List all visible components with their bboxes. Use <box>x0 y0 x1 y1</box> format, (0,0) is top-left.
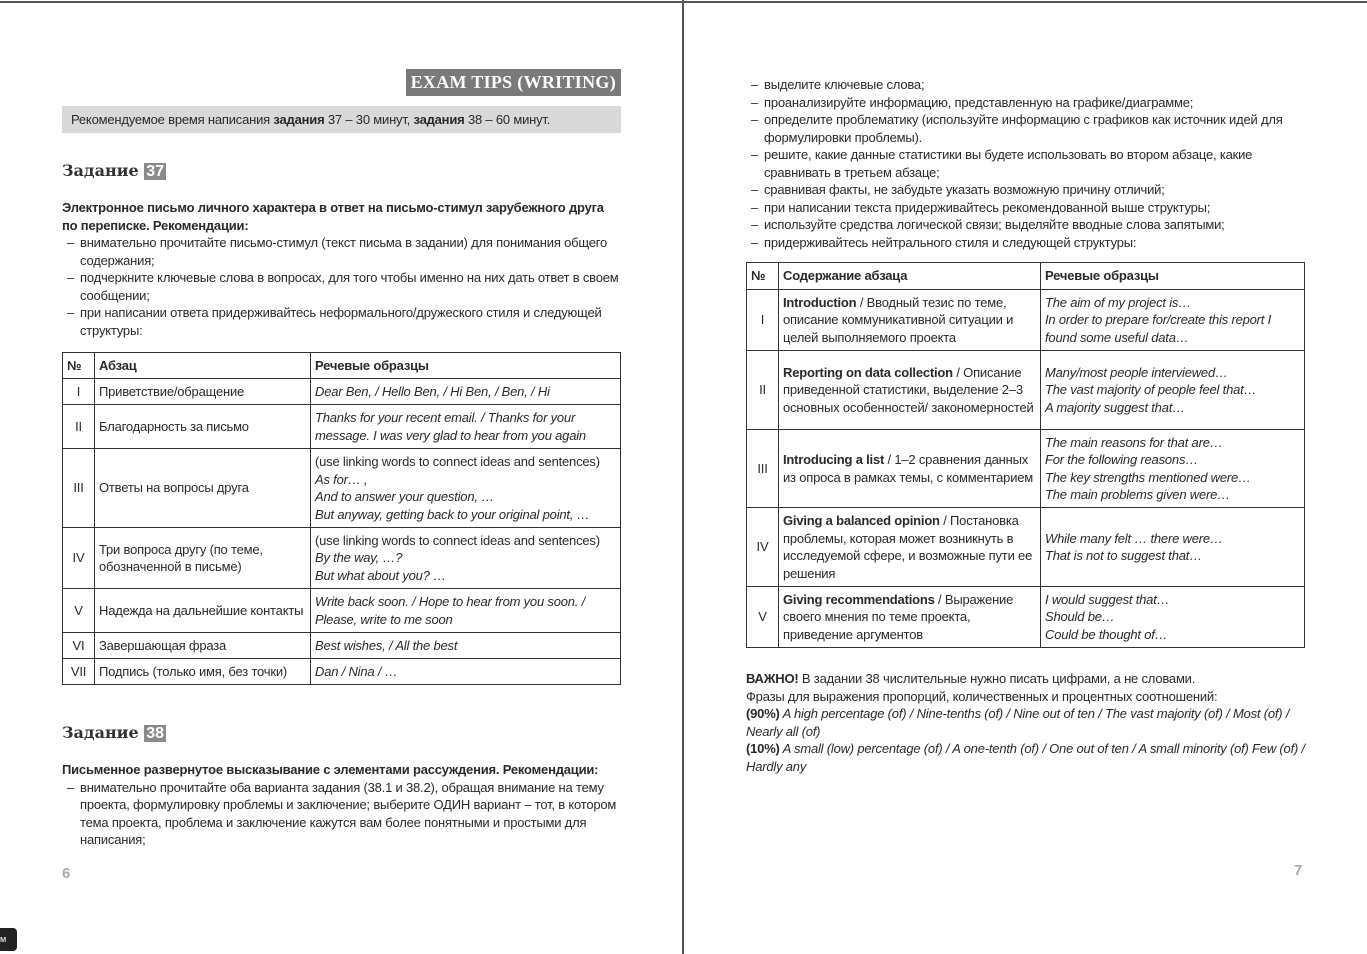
important-note <box>746 670 1305 775</box>
task-38-tips <box>62 779 621 849</box>
phrase-group <box>746 740 1305 775</box>
phrase-cell <box>1041 430 1305 508</box>
phrase-line: The main problems given were… <box>1045 487 1230 502</box>
time-note-bold: задания <box>413 112 465 127</box>
row-number: I <box>747 290 779 351</box>
col-header-phrases: Речевые образцы <box>311 353 621 379</box>
phrase-line: But what about you? … <box>315 567 446 583</box>
phrase-line: Write back soon. / Hope to hear from you soon. / Please, write to me soon <box>315 594 586 627</box>
paragraph-name: Три вопроса другу (по теме, обозначенной в письме) <box>95 528 311 589</box>
tip-item: – используйте средства логической связи; выделяйте вводные слова запятыми; <box>746 216 1305 234</box>
content-description: / Выражение своего мнения по теме проекта, приведение аргументов <box>783 591 1014 642</box>
phrase-text: A small (low) percentage (of) / A one-tenth (of) / One out of ten / A small minority (of) Few (of) / Hardly any <box>746 741 1305 774</box>
phrase-cell <box>1041 290 1305 351</box>
time-note-bold: задания <box>273 112 325 127</box>
phrase-cell <box>311 379 621 405</box>
tip-item: – сравнивая факты, не забудьте указать возможную причину отличий; <box>746 181 1305 199</box>
table-row <box>63 633 621 659</box>
tip-item: – проанализируйте информацию, представленную на графике/диаграмме; <box>746 94 1305 112</box>
table-header-row <box>63 353 621 379</box>
tip-item: – внимательно прочитайте оба варианта задания (38.1 и 38.2), обращая внимание на тему проекта, формулировку проблемы и заключение; выберите ОДИН вариант – тот, в котором тема проекта, проблема и заключение кажутся вам более понятными и простыми для написания; <box>62 779 621 849</box>
content-description: / Постановка проблемы, которая может возникнуть в исследуемой сфере, и возможные пути ее решения <box>783 513 1033 581</box>
row-number: IV <box>63 528 95 589</box>
phrase-line: In order to prepare for/create this report I found some useful data… <box>1045 312 1272 345</box>
phrase-line: Should be… <box>1045 609 1115 625</box>
tip-item: – внимательно прочитайте письмо-стимул (текст письма в задании) для понимания общего содержания; <box>62 234 621 269</box>
tip-item: – при написании текста придерживайтесь рекомендованной выше структуры; <box>746 199 1305 217</box>
content-title-en: Giving recommendations <box>783 591 935 607</box>
tip-item: – подчеркните ключевые слова в вопросах, для того чтобы именно на них дать ответ в своем сообщении; <box>62 269 621 304</box>
row-number: VII <box>63 659 95 685</box>
phrase-cell <box>311 633 621 659</box>
phrase-cell <box>311 589 621 633</box>
corner-tab[interactable] <box>0 928 17 951</box>
content-cell <box>779 508 1041 587</box>
tip-item: – решите, какие данные статистики вы будете использовать во втором абзаце, какие сравнивать в третьем абзаце; <box>746 146 1305 181</box>
content-title-en: Reporting on data collection <box>783 364 953 380</box>
time-note-text: Рекомендуемое время написания <box>71 112 274 127</box>
right-page-content <box>746 76 1305 775</box>
row-number: VI <box>63 633 95 659</box>
content-description: / Вводный тезис по теме, описание коммуникативной ситуации и целей выполняемого проекта <box>783 294 1014 345</box>
table-row <box>63 379 621 405</box>
content-title-en: Introduction <box>783 294 857 310</box>
task-heading-text: Задание <box>62 723 139 742</box>
time-note-text: 38 – 60 минут. <box>464 112 551 127</box>
phrase-cell <box>311 528 621 589</box>
task-number-badge: 37 <box>146 163 165 180</box>
paragraph-name: Ответы на вопросы друга <box>95 449 311 528</box>
col-header-number: № <box>63 353 95 379</box>
paragraph-name: Подпись (только имя, без точки) <box>95 659 311 685</box>
phrase-line: (use linking words to connect ideas and sentences) <box>315 454 600 469</box>
task-37-heading <box>62 161 621 182</box>
phrase-cell <box>311 449 621 528</box>
content-cell <box>779 587 1041 648</box>
page-number-right: 7 <box>1294 862 1303 879</box>
phrase-line: Dear Ben, / Hello Ben, / Hi Ben, / Ben, / Hi <box>315 383 550 399</box>
col-header-number: № <box>747 263 779 290</box>
phrase-cell <box>1041 587 1305 648</box>
task-38-tips-continued <box>746 76 1305 251</box>
phrase-line: The main reasons for that are… <box>1045 434 1223 450</box>
task-38-table <box>746 262 1305 648</box>
phrase-line: The vast majority of people feel that… <box>1045 382 1257 398</box>
phrase-line: The aim of my project is… <box>1045 294 1191 310</box>
row-number: II <box>747 351 779 430</box>
phrase-cell <box>311 659 621 685</box>
task-38-heading <box>62 723 621 744</box>
phrase-line: By the way, …? <box>315 550 403 566</box>
phrase-line: The key strengths mentioned were… <box>1045 469 1251 485</box>
phrase-line: That is not to suggest that… <box>1045 548 1202 563</box>
important-line <box>746 670 1305 688</box>
table-row <box>63 659 621 685</box>
content-title-en: Introducing a list <box>783 452 885 467</box>
table-row <box>63 589 621 633</box>
task-number-badge: 38 <box>146 725 165 742</box>
phrase-line: And to answer your question, … <box>315 489 494 504</box>
tip-item: – определите проблематику (используйте информацию с графиков как источник идей для формулировки проблемы). <box>746 111 1305 146</box>
phrase-line: (use linking words to connect ideas and sentences) <box>315 532 600 548</box>
phrase-cell <box>311 405 621 449</box>
page-number-left: 6 <box>62 864 71 882</box>
phrase-line: I would suggest that… <box>1045 591 1170 607</box>
content-description: / 1–2 сравнения данных из опроса в рамках темы, с комментарием <box>783 452 1034 485</box>
phrase-cell <box>1041 508 1305 587</box>
table-row <box>63 405 621 449</box>
row-number: I <box>63 379 95 405</box>
content-title-en: Giving a balanced opinion <box>783 513 940 528</box>
phrase-cell <box>1041 351 1305 430</box>
phrase-line: Thanks for your recent email. / Thanks for your message. I was very glad to hear from you again <box>315 410 586 443</box>
task-37-table <box>62 352 621 685</box>
paragraph-name: Надежда на дальнейшие контакты <box>95 589 311 633</box>
paragraph-name: Приветствие/обращение <box>95 379 311 405</box>
tip-item: – придерживайтесь нейтрального стиля и следующей структуры: <box>746 234 1305 252</box>
row-number: IV <box>747 508 779 587</box>
phrase-line: Could be thought of… <box>1045 626 1168 642</box>
task-heading-text: Задание <box>62 161 139 180</box>
important-text: В задании 38 числительные нужно писать цифрами, а не словами. <box>798 671 1196 686</box>
phrase-group <box>746 705 1305 740</box>
time-note-text: 37 – 30 минут, <box>324 112 414 127</box>
corner-tab-label: м <box>0 934 6 944</box>
time-note <box>62 106 621 133</box>
row-number: III <box>63 449 95 528</box>
content-cell <box>779 290 1041 351</box>
phrase-line: Many/most people interviewed… <box>1045 364 1228 380</box>
phrases-list <box>746 705 1305 775</box>
left-page-content <box>62 161 621 882</box>
col-header-paragraph: Абзац <box>95 353 311 379</box>
phrase-line: But anyway, getting back to your original point, … <box>315 506 590 522</box>
col-header-content: Содержание абзаца <box>779 263 1041 290</box>
important-label: ВАЖНО! <box>746 671 799 686</box>
content-description: / Описание приведенной статистики, выделение 2–3 основных особенностей/ закономерностей <box>783 364 1034 415</box>
col-header-phrases: Речевые образцы <box>1041 263 1305 290</box>
section-banner: EXAM TIPS (WRITING) <box>406 69 621 96</box>
table-row <box>747 290 1305 351</box>
task-38-body <box>62 761 621 849</box>
table-header-row <box>747 263 1305 290</box>
phrases-intro: Фразы для выражения пропорций, количественных и процентных соотношений: <box>746 688 1218 704</box>
page-spine <box>682 0 684 954</box>
content-cell <box>779 351 1041 430</box>
phrase-text: A high percentage (of) / Nine-tenths (of) / Nine out of ten / The vast majority (of) / Most (of) / Nearly all (of) <box>746 706 1290 739</box>
task-38-intro: Письменное развернутое высказывание с элементами рассуждения. Рекомендации: <box>62 762 599 777</box>
task-37-body <box>62 199 621 339</box>
percentage-label: (10%) <box>746 741 780 756</box>
table-row <box>747 587 1305 648</box>
row-number: V <box>747 587 779 648</box>
phrase-line: While many felt … there were… <box>1045 530 1223 546</box>
table-row <box>747 508 1305 587</box>
phrase-line: Dan / Nina / … <box>315 663 398 679</box>
task-37-tips <box>62 234 621 339</box>
paragraph-name: Благодарность за письмо <box>95 405 311 449</box>
table-row <box>63 449 621 528</box>
percentage-label: (90%) <box>746 706 780 721</box>
tip-item: – выделите ключевые слова; <box>746 76 1305 94</box>
tip-item: – при написании ответа придерживайтесь неформального/дружеского стиля и следующей структуры: <box>62 304 621 339</box>
tips-list <box>746 76 1305 251</box>
row-number: III <box>747 430 779 508</box>
row-number: V <box>63 589 95 633</box>
task-37-intro: Электронное письмо личного характера в ответ на письмо-стимул зарубежного друга по переписке. Рекомендации: <box>62 200 604 233</box>
phrase-line: Best wishes, / All the best <box>315 637 458 653</box>
phrase-line: As for… , <box>315 471 368 487</box>
table-row <box>63 528 621 589</box>
table-row <box>747 351 1305 430</box>
phrase-line: A majority suggest that… <box>1045 399 1185 415</box>
row-number: II <box>63 405 95 449</box>
table-row <box>747 430 1305 508</box>
phrase-line: For the following reasons… <box>1045 452 1199 467</box>
paragraph-name: Завершающая фраза <box>95 633 311 659</box>
content-cell <box>779 430 1041 508</box>
